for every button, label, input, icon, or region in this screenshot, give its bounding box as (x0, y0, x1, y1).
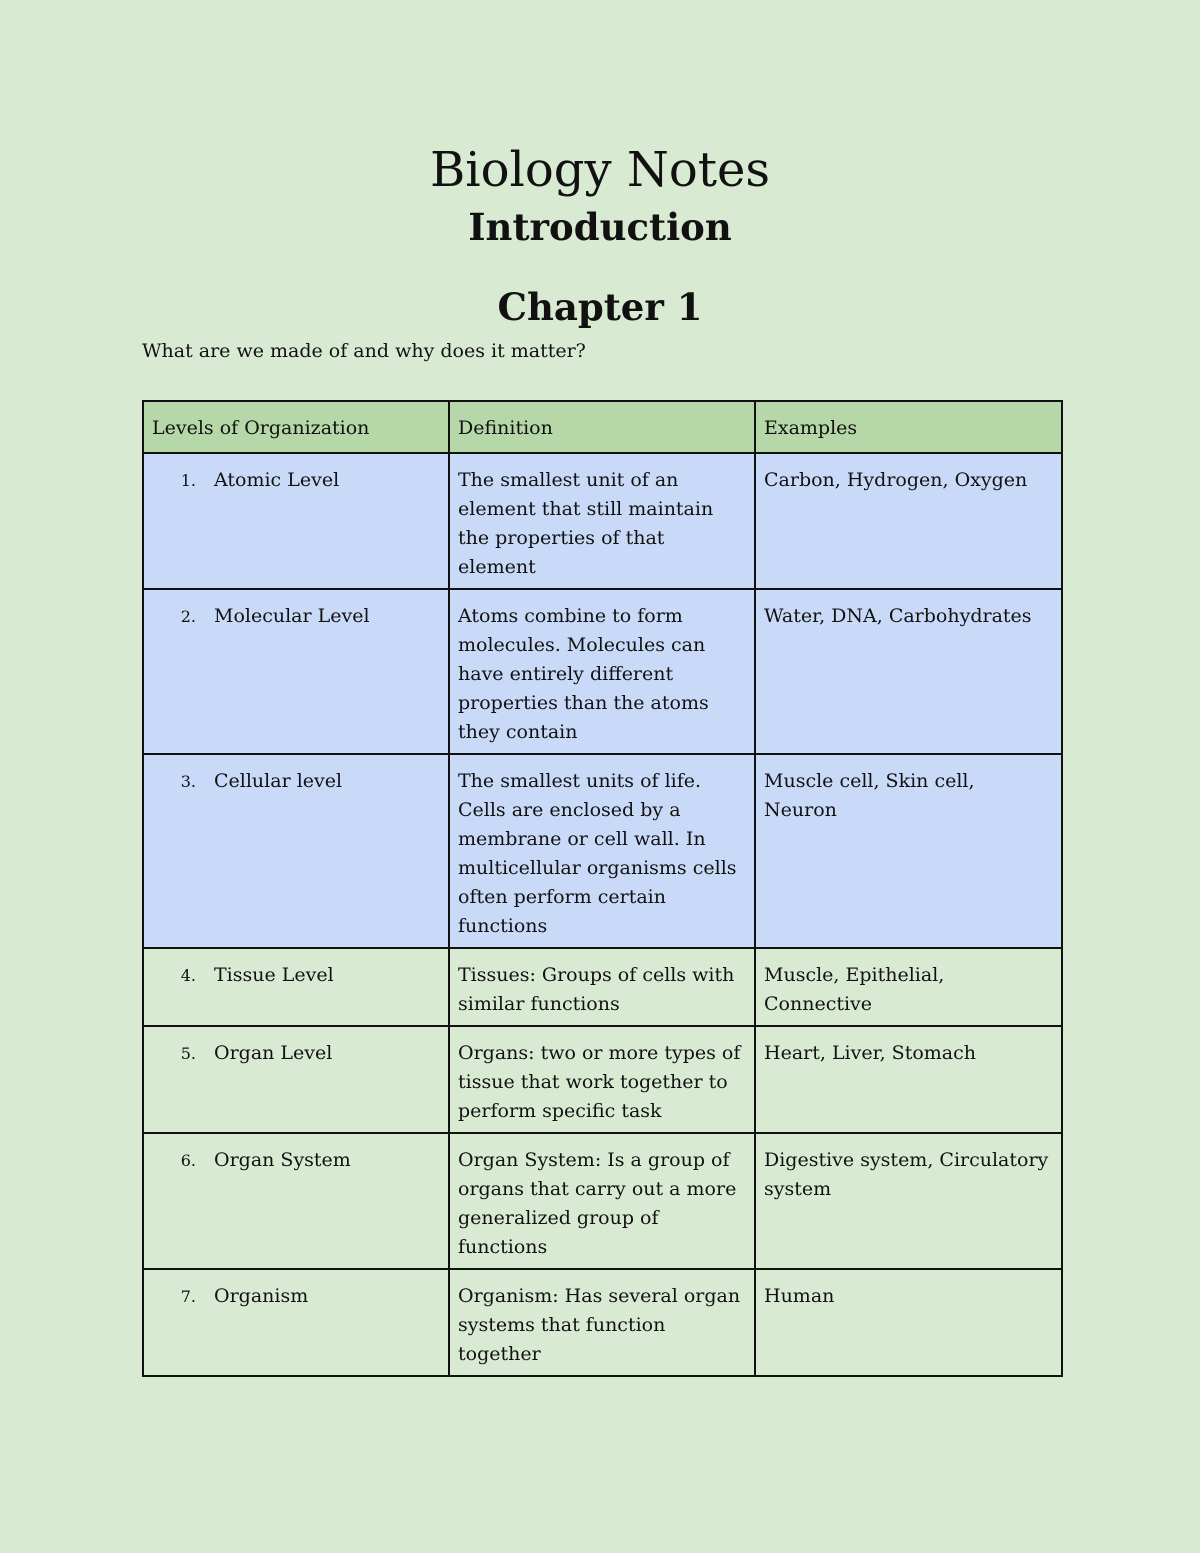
header-definition: Definition (449, 401, 755, 453)
level-cell (143, 1026, 449, 1133)
examples-cell: Heart, Liver, Stomach (755, 1026, 1062, 1133)
row-number: 4 . (160, 961, 196, 990)
page-subtitle: Introduction (468, 205, 732, 249)
definition-cell: Atoms combine to form molecules. Molecules can have entirely different properties than the atoms they contain (449, 589, 755, 754)
level-cell (143, 453, 449, 589)
levels-of-organization-table (142, 400, 1063, 1377)
header-levels: Levels of Organization (143, 401, 449, 453)
definition-cell: The smallest unit of an element that still maintain the properties of that element (449, 453, 755, 589)
examples-cell: Digestive system, Circulatory system (755, 1133, 1062, 1269)
table-row (143, 754, 1062, 948)
level-name: Cellular level (214, 770, 343, 792)
level-cell (143, 1133, 449, 1269)
examples-cell: Muscle, Epithelial, Connective (755, 948, 1062, 1026)
table-row (143, 589, 1062, 754)
table-row (143, 453, 1062, 589)
definition-cell: The smallest units of life. Cells are enclosed by a membrane or cell wall. In multicellular organisms cells often perform certain functions (449, 754, 755, 948)
header-examples: Examples (755, 401, 1062, 453)
examples-cell: Water, DNA, Carbohydrates (755, 589, 1062, 754)
level-name: Organ System (214, 1149, 351, 1171)
definition-cell: Tissues: Groups of cells with similar functions (449, 948, 755, 1026)
examples-cell: Muscle cell, Skin cell, Neuron (755, 754, 1062, 948)
chapter-question: What are we made of and why does it matter? (142, 340, 586, 362)
row-number: 6 . (160, 1146, 196, 1175)
level-name: Molecular Level (214, 605, 370, 627)
row-number: 5 . (160, 1039, 196, 1068)
row-number: 1 . (160, 466, 196, 495)
table-row (143, 1026, 1062, 1133)
level-cell (143, 948, 449, 1026)
level-cell (143, 589, 449, 754)
level-cell (143, 1269, 449, 1376)
page-title: Biology Notes (429, 142, 771, 198)
level-name: Organ Level (214, 1042, 333, 1064)
table-row (143, 948, 1062, 1026)
examples-cell: Carbon, Hydrogen, Oxygen (755, 453, 1062, 589)
chapter-heading: Chapter 1 (497, 285, 703, 329)
table-row (143, 1269, 1062, 1376)
row-number: 7 . (160, 1282, 196, 1311)
examples-cell: Human (755, 1269, 1062, 1376)
definition-cell: Organs: two or more types of tissue that work together to perform specific task (449, 1026, 755, 1133)
row-number: 2 . (160, 602, 196, 631)
level-name: Organism (214, 1285, 309, 1307)
table-header-row (143, 401, 1062, 453)
definition-cell: Organ System: Is a group of organs that carry out a more generalized group of functions (449, 1133, 755, 1269)
table-row (143, 1133, 1062, 1269)
level-name: Tissue Level (214, 964, 334, 986)
level-name: Atomic Level (214, 469, 340, 491)
definition-cell: Organism: Has several organ systems that function together (449, 1269, 755, 1376)
level-cell (143, 754, 449, 948)
row-number: 3 . (160, 767, 196, 796)
